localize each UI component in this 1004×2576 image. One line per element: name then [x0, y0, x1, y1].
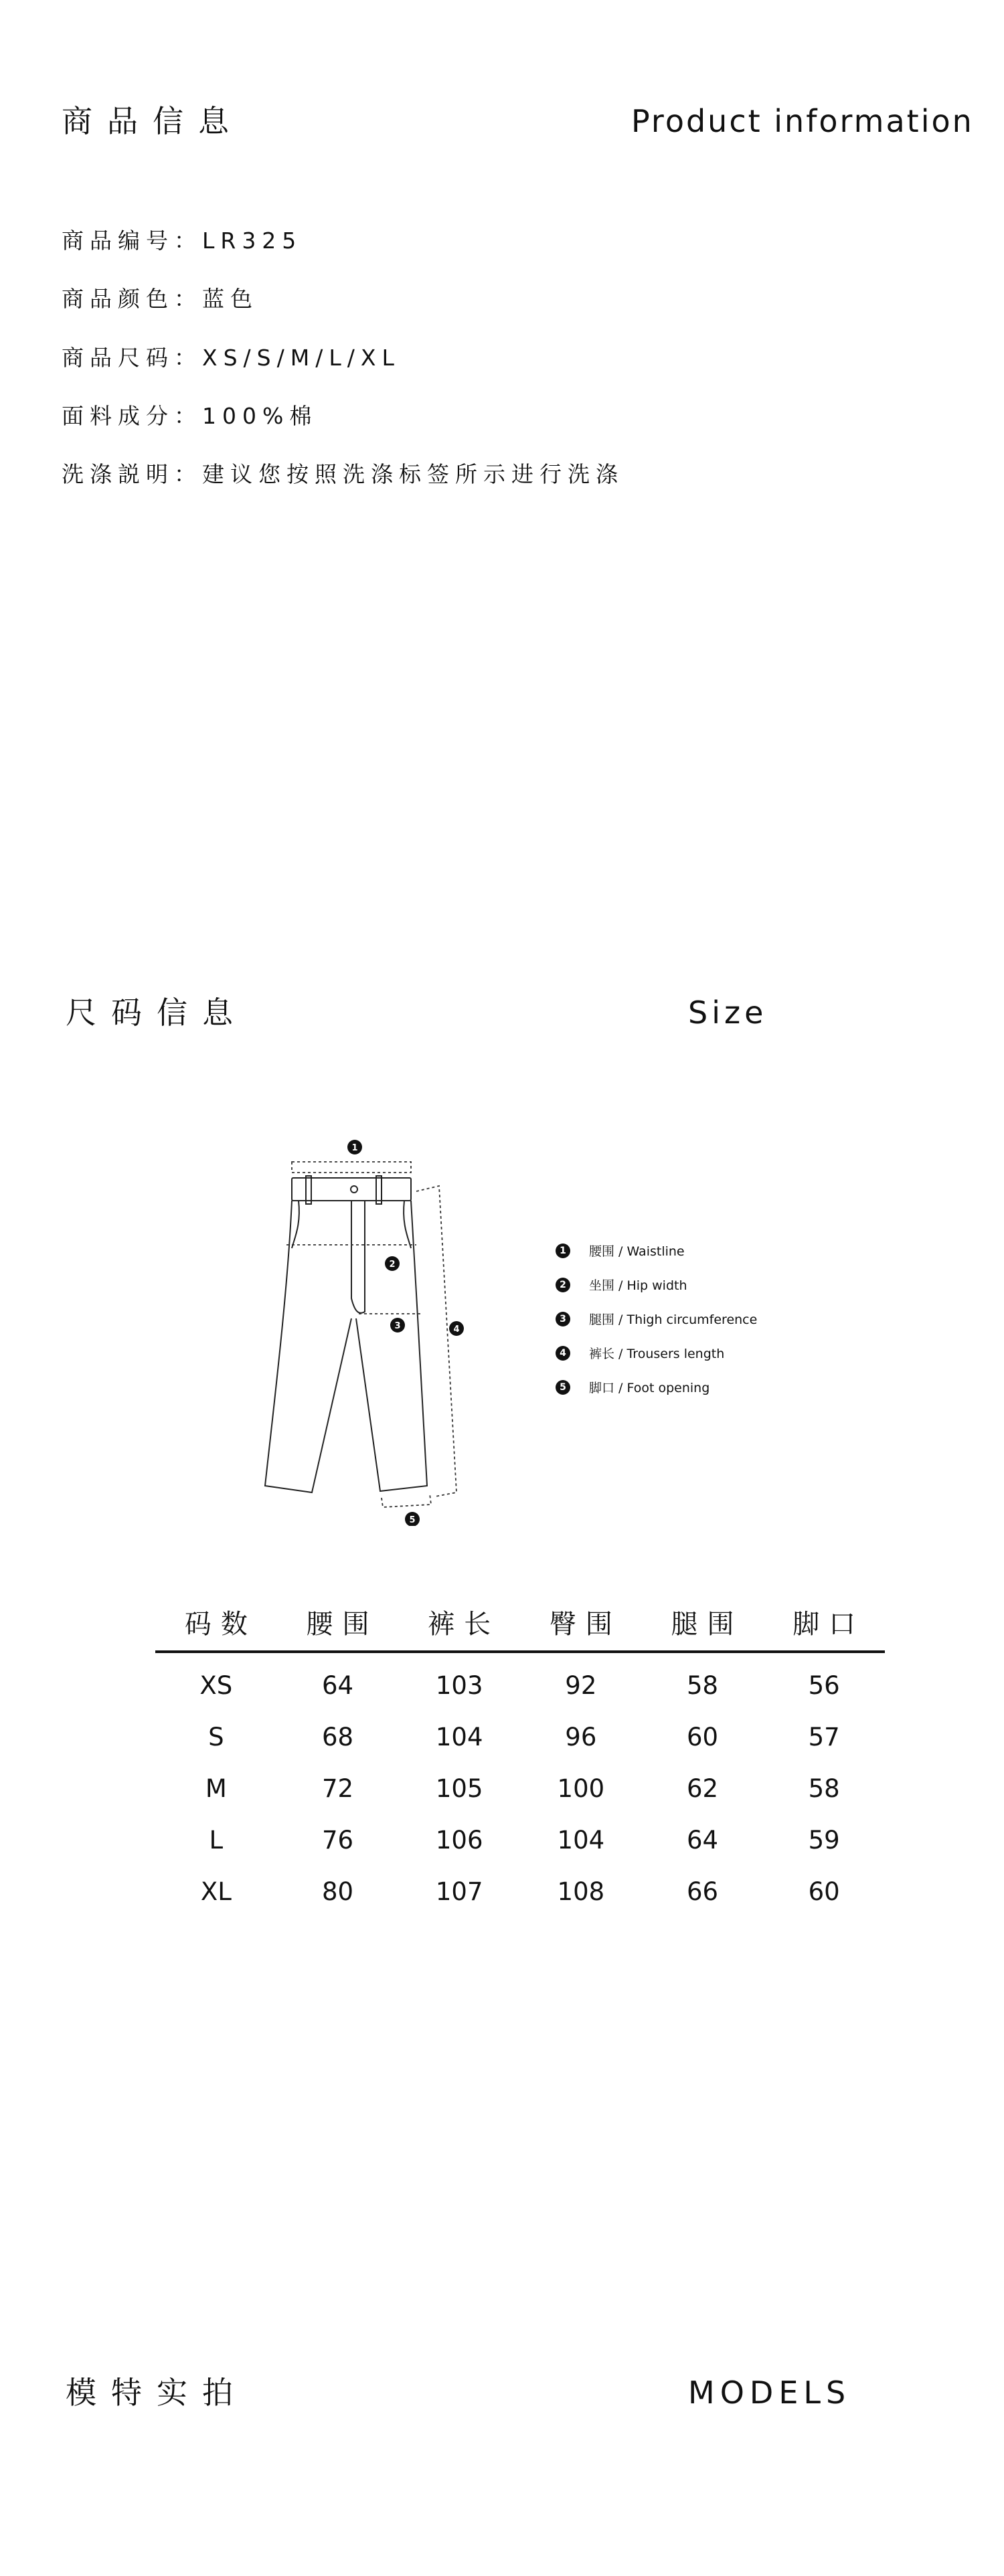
info-line-washing: 洗涤説明：建议您按照洗涤标签所示进行洗涤 [62, 461, 624, 487]
table-cell: 96 [565, 1723, 597, 1751]
table-cell: 64 [686, 1826, 719, 1855]
header-cell: 脚口 [792, 1608, 865, 1640]
marker-3-label: 3 [394, 1321, 401, 1331]
legend-item-hip [556, 1276, 687, 1294]
legend-label: 脚口 / Foot opening [589, 1381, 710, 1395]
table-cell: 76 [321, 1826, 354, 1855]
size-table [155, 1593, 885, 1917]
right-pocket [404, 1201, 411, 1248]
legend-label: 腰围 / Waistline [589, 1244, 685, 1259]
header-cell: 腿围 [671, 1608, 744, 1640]
product-info-title-en: Product information [631, 103, 974, 139]
table-cell: 66 [686, 1877, 719, 1906]
foot-measure-line [382, 1494, 431, 1507]
table-cell: 105 [435, 1774, 483, 1803]
legend-item-length [556, 1344, 724, 1362]
info-line-color: 商品颜色：蓝色 [62, 286, 258, 312]
table-cell: S [208, 1723, 224, 1751]
legend-item-thigh [556, 1310, 757, 1328]
table-cell: 57 [808, 1723, 840, 1751]
legend-item-foot [556, 1378, 709, 1396]
table-cell: 60 [686, 1723, 719, 1751]
length-measure-line [416, 1186, 456, 1496]
size-table-header [155, 1593, 885, 1653]
legend-label: 裤长 / Trousers length [589, 1347, 725, 1361]
table-cell: M [205, 1774, 227, 1803]
table-cell: XL [200, 1877, 232, 1906]
left-pocket [292, 1201, 299, 1248]
table-cell: 59 [808, 1826, 840, 1855]
table-cell: 68 [321, 1723, 354, 1751]
marker-4-label: 4 [453, 1324, 460, 1335]
legend-label: 坐围 / Hip width [589, 1278, 687, 1293]
table-cell: 56 [808, 1671, 840, 1700]
marker-2-label: 2 [389, 1260, 396, 1270]
right-leg-outline [356, 1201, 427, 1491]
legend-label: 腿围 / Thigh circumference [589, 1312, 758, 1327]
table-row [155, 1866, 885, 1917]
table-cell: 92 [565, 1671, 597, 1700]
table-cell: 100 [557, 1774, 605, 1803]
table-row [155, 1711, 885, 1763]
table-cell: 103 [435, 1671, 483, 1700]
table-row [155, 1660, 885, 1711]
legend-item-waistline [556, 1241, 685, 1260]
marker-5-label: 5 [409, 1515, 416, 1525]
table-cell: 107 [435, 1877, 483, 1906]
table-cell: XS [199, 1671, 233, 1700]
legend-number-icon: 2 [556, 1278, 570, 1292]
pants-measurement-diagram [241, 1124, 495, 1526]
info-line-fabric: 面料成分：100%棉 [62, 403, 318, 429]
table-cell: 72 [321, 1774, 354, 1803]
table-row [155, 1814, 885, 1866]
legend-number-icon: 3 [556, 1312, 570, 1326]
table-cell: 80 [321, 1877, 354, 1906]
belt-loop [376, 1176, 382, 1204]
table-cell: 62 [686, 1774, 719, 1803]
table-cell: 58 [808, 1774, 840, 1803]
marker-1-label: 1 [351, 1143, 358, 1153]
table-cell: L [209, 1826, 224, 1855]
header-cell: 臀围 [549, 1608, 622, 1640]
waist-measure-line [292, 1162, 411, 1173]
header-cell: 腰围 [306, 1608, 379, 1640]
product-info-title-cn: 商品信息 [62, 103, 244, 139]
header-cell: 裤长 [428, 1608, 501, 1640]
legend-number-icon: 1 [556, 1243, 570, 1258]
table-cell: 104 [435, 1723, 483, 1751]
legend-number-icon: 5 [556, 1380, 570, 1395]
models-title-en: MODELS [688, 2375, 851, 2411]
legend-number-icon: 4 [556, 1346, 570, 1361]
info-line-code: 商品编号：LR325 [62, 228, 303, 254]
table-cell: 64 [321, 1671, 354, 1700]
fly-stitch [351, 1201, 365, 1313]
size-info-title-en: Size [688, 995, 768, 1031]
table-cell: 106 [435, 1826, 483, 1855]
size-info-title-cn: 尺码信息 [66, 995, 248, 1031]
table-cell: 60 [808, 1877, 840, 1906]
table-row [155, 1763, 885, 1814]
belt-loop [306, 1176, 311, 1204]
table-cell: 104 [557, 1826, 605, 1855]
waist-button [351, 1186, 357, 1193]
info-line-size: 商品尺码：XS/S/M/L/XL [62, 345, 400, 371]
header-cell: 码数 [184, 1608, 257, 1640]
models-title-cn: 模特实拍 [66, 2375, 248, 2411]
table-cell: 108 [557, 1877, 605, 1906]
table-cell: 58 [686, 1671, 719, 1700]
